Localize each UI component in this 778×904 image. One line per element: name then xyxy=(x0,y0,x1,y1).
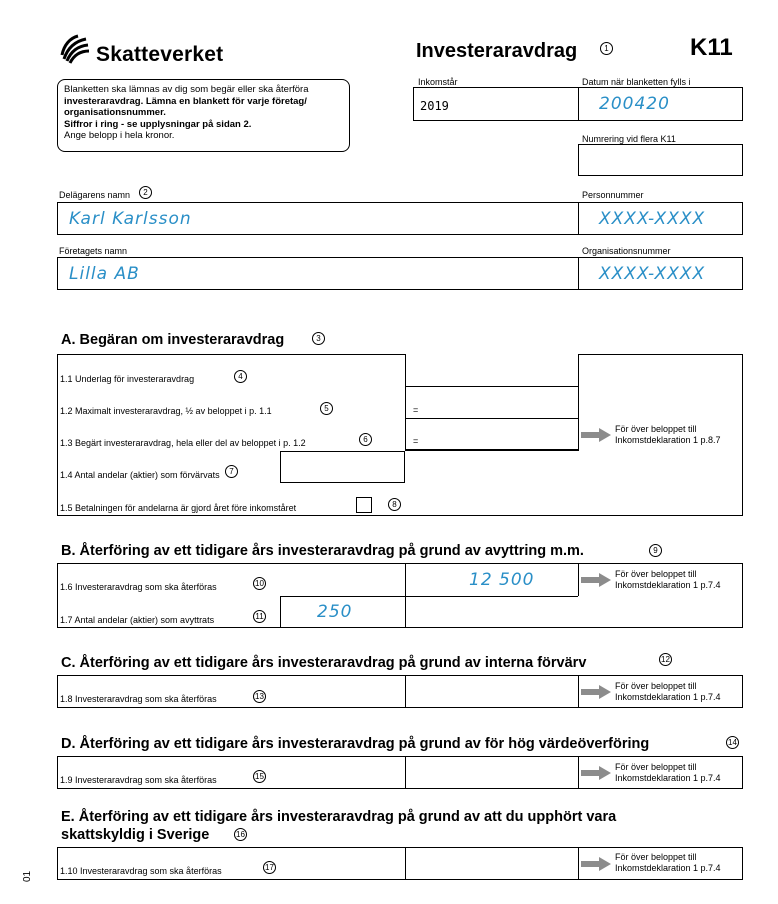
section-d-ref-number: 14 xyxy=(726,736,739,749)
section-e-title-line-2 xyxy=(61,826,616,844)
b-arrow-right-icon xyxy=(581,573,611,587)
e-arrow-right-icon xyxy=(581,857,611,871)
a-1-1-label: 1.1 Underlag för investeraravdrag xyxy=(60,374,195,384)
form-title xyxy=(416,40,577,63)
section-d-title-text: D. Återföring av ett tidigare års investeraravdrag på grund av för hög värdeöverföring xyxy=(61,736,650,752)
a-1-5-label: 1.5 Betalningen för andelarna är gjord året före inkomståret xyxy=(60,503,297,513)
e-1-10-label: 1.10 Investeraravdrag som ska återföras xyxy=(60,866,222,876)
b-1-7-count-field[interactable] xyxy=(280,596,406,628)
skatteverket-logo xyxy=(58,33,238,67)
info-line-3: organisationsnummer. xyxy=(64,107,166,118)
section-e-ref-number: 16 xyxy=(234,828,247,841)
a-note-line-2: Inkomstdeklaration 1 p.8.7 xyxy=(615,435,721,445)
e-note-line-2: Inkomstdeklaration 1 p.7.4 xyxy=(615,863,721,873)
b-1-6-value: 12 500 xyxy=(469,570,535,590)
numrering-label: Numrering vid flera K11 xyxy=(582,134,676,144)
e-1-10-ref-number: 17 xyxy=(263,861,276,874)
info-box xyxy=(57,79,350,152)
delagare-field[interactable] xyxy=(57,202,579,235)
a-note-line-1: För över beloppet till xyxy=(615,424,697,434)
skatteverket-logo-icon xyxy=(58,33,92,65)
foretag-value: Lilla AB xyxy=(69,264,140,284)
d-1-9-label: 1.9 Investeraravdrag som ska återföras xyxy=(60,775,217,785)
a-1-2-amount-field[interactable] xyxy=(405,386,579,419)
delagare-ref-number: 2 xyxy=(139,186,152,199)
b-transfer-note xyxy=(615,569,721,591)
form-title-text: Investeraravdrag xyxy=(416,40,578,62)
a-1-4-ref-number: 7 xyxy=(225,465,238,478)
a-1-5-checkbox[interactable] xyxy=(356,497,372,513)
c-1-8-ref-number: 13 xyxy=(253,690,266,703)
info-line-4: Siffror i ring - se upplysningar på sidan 2. xyxy=(64,118,252,130)
b-1-6-ref-number: 10 xyxy=(253,577,266,590)
a-1-3-ref-number: 6 xyxy=(359,433,372,446)
a-1-3-equals: = xyxy=(413,436,419,446)
d-1-9-ref-number: 15 xyxy=(253,770,266,783)
delagare-value: Karl Karlsson xyxy=(69,209,192,229)
personnummer-value: XXXX-XXXX xyxy=(599,209,706,229)
d-note-line-1: För över beloppet till xyxy=(615,762,697,772)
section-b-ref-number: 9 xyxy=(649,544,662,557)
orgnr-field[interactable] xyxy=(578,257,743,290)
section-c-ref-number: 12 xyxy=(659,653,672,666)
b-1-7-value: 250 xyxy=(317,602,353,622)
b-1-6-label: 1.6 Investeraravdrag som ska återföras xyxy=(60,582,217,592)
form-title-ref-number: 1 xyxy=(600,42,613,55)
b-1-7-ref-number: 11 xyxy=(253,610,266,623)
datum-value: 200420 xyxy=(599,94,670,114)
datum-field[interactable] xyxy=(578,87,743,121)
b-note-line-2: Inkomstdeklaration 1 p.7.4 xyxy=(615,580,721,590)
e-note-line-1: För över beloppet till xyxy=(615,852,697,862)
section-e-title-line-1: E. Återföring av ett tidigare års investeraravdrag på grund av att du upphört vara xyxy=(61,809,617,825)
c-arrow-right-icon xyxy=(581,685,611,699)
a-1-1-amount-field[interactable] xyxy=(405,354,579,387)
a-1-2-ref-number: 5 xyxy=(320,402,333,415)
b-1-6-amount-field[interactable] xyxy=(405,563,579,597)
b-1-7-label: 1.7 Antal andelar (aktier) som avyttrats xyxy=(60,615,215,625)
info-line-2: investeraravdrag. Lämna en blankett för varje företag/ xyxy=(64,95,307,107)
foretag-field[interactable] xyxy=(57,257,579,290)
logo-text: Skatteverket xyxy=(96,43,224,66)
numrering-field[interactable] xyxy=(578,144,743,176)
a-1-5-ref-number: 8 xyxy=(388,498,401,511)
datum-label: Datum när blanketten fylls i xyxy=(582,77,691,87)
inkomstar-field[interactable] xyxy=(413,87,579,121)
info-line-1: Blanketten ska lämnas av dig som begär eller ska återföra xyxy=(64,84,309,95)
d-arrow-right-icon xyxy=(581,766,611,780)
delagare-label: Delägarens namn xyxy=(59,190,131,200)
section-e-title xyxy=(61,808,616,844)
d-note-line-2: Inkomstdeklaration 1 p.7.4 xyxy=(615,773,721,783)
form-code: K11 xyxy=(690,34,733,61)
section-a-ref-number: 3 xyxy=(312,332,325,345)
e-1-10-amount-field[interactable] xyxy=(405,847,579,880)
c-note-line-2: Inkomstdeklaration 1 p.7.4 xyxy=(615,692,721,702)
personnummer-label: Personnummer xyxy=(582,190,644,200)
orgnr-value: XXXX-XXXX xyxy=(599,264,706,284)
a-1-1-ref-number: 4 xyxy=(234,370,247,383)
inkomstar-label: Inkomstår xyxy=(418,77,458,87)
c-1-8-label: 1.8 Investeraravdrag som ska återföras xyxy=(60,694,217,704)
section-e-title-line-2-text: skattskyldig i Sverige xyxy=(61,827,210,843)
info-line-5: Ange belopp i hela kronor. xyxy=(64,130,175,141)
section-a-title-text: A. Begäran om investeraravdrag xyxy=(61,332,285,348)
section-b-title xyxy=(61,543,584,559)
section-c-title-text: C. Återföring av ett tidigare års investeraravdrag på grund av interna förvärv xyxy=(61,655,587,671)
a-1-4-label: 1.4 Antal andelar (aktier) som förvärvats xyxy=(60,470,220,480)
orgnr-label: Organisationsnummer xyxy=(582,246,671,256)
c-note-line-1: För över beloppet till xyxy=(615,681,697,691)
a-1-3-amount-field[interactable] xyxy=(405,418,579,451)
d-1-9-amount-field[interactable] xyxy=(405,756,579,789)
a-1-3-label: 1.3 Begärt investeraravdrag, hela eller del av beloppet i p. 1.2 xyxy=(60,438,306,448)
section-b-title-text: B. Återföring av ett tidigare års investeraravdrag på grund av avyttring m.m. xyxy=(61,543,584,559)
section-d-title xyxy=(61,736,649,752)
inkomstar-value: 2019 xyxy=(420,99,449,113)
a-1-2-label: 1.2 Maximalt investeraravdrag, ½ av beloppet i p. 1.1 xyxy=(60,406,272,416)
a-1-2-equals: = xyxy=(413,405,419,415)
e-transfer-note xyxy=(615,852,721,874)
side-form-code: 01 xyxy=(22,870,33,882)
section-a-title xyxy=(61,332,284,348)
section-c-title xyxy=(61,655,586,671)
c-1-8-amount-field[interactable] xyxy=(405,675,579,708)
personnummer-field[interactable] xyxy=(578,202,743,235)
foretag-label: Företagets namn xyxy=(59,246,128,256)
c-transfer-note xyxy=(615,681,721,703)
a-1-4-count-field[interactable] xyxy=(280,451,405,483)
d-transfer-note xyxy=(615,762,721,784)
a-transfer-note xyxy=(615,424,721,446)
b-note-line-1: För över beloppet till xyxy=(615,569,697,579)
a-arrow-right-icon xyxy=(581,428,611,442)
